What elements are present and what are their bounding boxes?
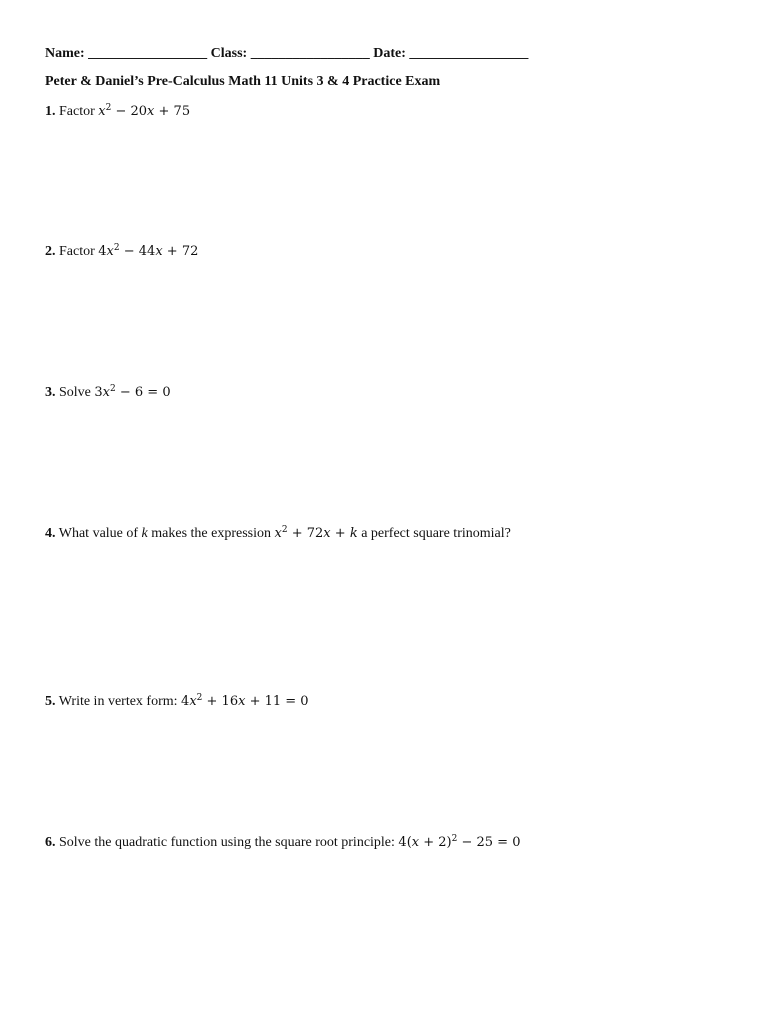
math-expression: $4(x + 2)^2 - 25 = 0$ <box>398 834 521 850</box>
question-number: 4. <box>45 526 56 541</box>
math-expression: $4x^2 - 44x + 72$ <box>98 243 199 259</box>
question-3 <box>45 384 171 402</box>
question-prompt: Solve the quadratic function using the square root principle: <box>59 835 395 850</box>
variable-k: k <box>141 526 148 541</box>
math-expression: $x^2 - 20x + 75$ <box>98 103 191 119</box>
class-label: Class: <box>210 46 248 61</box>
question-prompt-end: a perfect square trinomial? <box>361 526 511 541</box>
question-number: 5. <box>45 694 56 709</box>
question-prompt-cont: makes the expression <box>151 526 272 541</box>
question-5 <box>45 693 309 711</box>
question-4 <box>45 525 511 543</box>
date-label: Date: <box>373 46 406 61</box>
math-expression: $4x^2 + 16x + 11 = 0$ <box>181 693 309 709</box>
math-expression: $3x^2 - 6 = 0$ <box>94 384 171 400</box>
question-number: 6. <box>45 835 56 850</box>
question-prompt: What value of <box>58 526 139 541</box>
date-field[interactable]: _________________ <box>409 46 529 61</box>
class-field[interactable]: _________________ <box>250 46 370 61</box>
question-prompt: Write in vertex form: <box>58 694 178 709</box>
question-1 <box>45 103 190 121</box>
question-prompt: Factor <box>59 104 95 119</box>
question-number: 1. <box>45 104 56 119</box>
question-prompt: Factor <box>59 244 95 259</box>
math-expression: $x^2 + 72x + k$ <box>274 525 358 541</box>
question-number: 2. <box>45 244 56 259</box>
question-number: 3. <box>45 385 56 400</box>
header-line <box>45 45 528 63</box>
exam-title: Peter & Daniel’s Pre-Calculus Math 11 Units 3 & 4 Practice Exam <box>45 74 441 89</box>
name-label: Name: <box>45 46 85 61</box>
question-2 <box>45 243 198 261</box>
name-field[interactable]: _________________ <box>88 46 208 61</box>
question-prompt: Solve <box>59 385 91 400</box>
question-6 <box>45 834 520 852</box>
